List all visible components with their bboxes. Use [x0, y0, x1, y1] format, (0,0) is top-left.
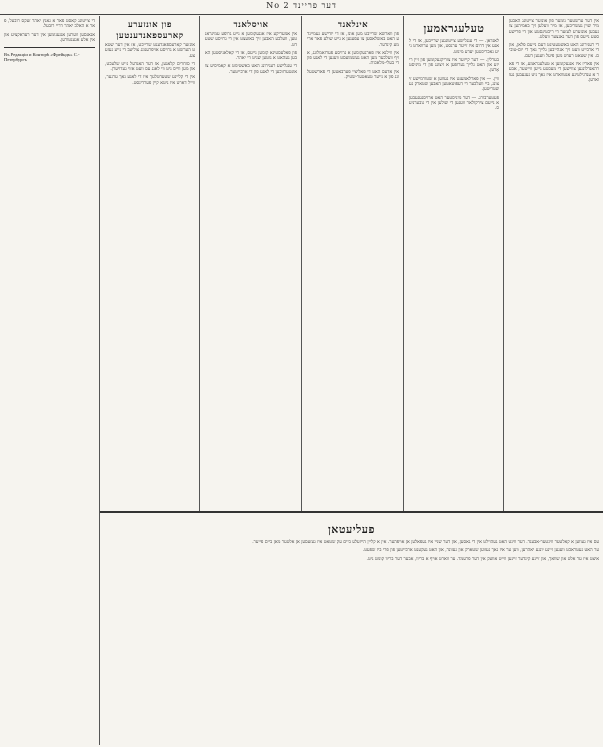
paragraph: די ענגלישע רעגירונג האט באשטימט א קאמיסיע צו אונטערזוכען די לאגע פון די ארבייטער. — [205, 64, 297, 75]
column-4 — [201, 16, 301, 511]
column-heading: אינלאנד — [337, 20, 369, 30]
paragraph: פעטערבורג. — דער מיניסטער האט ארויסגעגעבען א נייעם צירקולאר וועגען די שולען אין די גובערניעס. — [409, 95, 499, 112]
column-heading: טעלעגראמען — [423, 22, 485, 35]
column-2 — [405, 16, 503, 511]
column-3 — [303, 16, 403, 511]
paragraph: די צייטונג קאסט פאר א גאנץ יאהר זעקס רובעל, פאר א האלב יאהר דריי רובעל. — [4, 19, 95, 30]
column-6 — [0, 16, 99, 745]
column-divider — [403, 16, 404, 511]
paragraph: ער האט געטראכט וועגען זיינע יונגע יאהרען, ווען ער איז נאך געווען שטארק און געזונד, און האט געקענט ארבייטען פון פרי ביז שפעט. — [362, 548, 599, 554]
paragraph: בערלין. — דער קייזער איז צוריקגעקומען פון זיין רייזע און האט גלייך גערופען א זיצונג פון די מיניסטאָרען. — [409, 57, 499, 74]
latin-note: Въ Редакціи и Конторѣ «Фрейндъ» С.-Петербургъ — [4, 52, 80, 63]
masthead — [0, 0, 603, 15]
paragraph: אין ווילנא איז פארגעקומען א גרויסע פערזאמלונג, אויף וועלכער מען האט געשמועסט וועגען די לאגע פון די בעלי-מלאכות. — [307, 50, 399, 67]
feuilleton-heading: פעליעטאן — [328, 523, 375, 536]
column-divider — [301, 16, 302, 511]
paragraph: אין פאריז איז אנגעקומען א טעלעגראמע, אז די פארהאנדלונגען צווישען די מעכטע גייען ווייטער, אבער א ענדגילטיגע אנטווארט איז נאך ניט געגעבען געווארען. — [509, 62, 599, 83]
feuilleton-section — [100, 511, 603, 745]
paragraph: עס איז געווען א קאלטער ווינטער-אבענד. דער ווינט האט געהוילט אין די גאסען, און דער שניי איז געפאלען אן אויפהער. אין א קליין הייזעלע ביים עק שטאט איז געזעסען אן אלטער מאן ביים פייער. — [252, 540, 599, 545]
paragraph: אין די קליינע שטעדטלעך איז די לאגע נאך ערגער, ווייל דארט איז ניטא קיין פערדינסט. — [105, 75, 195, 86]
column-1 — [505, 16, 603, 511]
paragraph: אין אדעס האט די פאליציי פערבאטען די פארשטעלונג פון א נייער טעאטער-שטיק. — [307, 69, 399, 81]
section-divider — [4, 47, 95, 48]
paragraph: אנאנסען ווערען אנגענומען אין דער רעדאקציע און אין אלע אגענטורען. — [4, 32, 95, 43]
paragraph: ווין. — אין פארלאמענט איז געווען א שטורמישע זיצונג, ביי וועלכער די דעפוטאטען האבען שטארק געשטריטען. — [409, 76, 499, 93]
column-divider — [503, 16, 504, 511]
feuilleton-body — [100, 517, 603, 743]
paragraph: די רעגירונג האט באשטעטיגט דעם נייעם פלאן, און די ארבייט וועט זיך אנהייבען גלייך נאך די יום-טובים. אין שטאט רעדט מען פיעל וועגען דעם. — [509, 43, 599, 59]
paragraph: אין אמעריקע איז אנגעקומען א נייע גרופע עמיגראנטען, וועלכע האבען זיך באזעצט אין די גרויסע שטעדט. — [205, 32, 297, 48]
column-divider — [199, 16, 200, 511]
paragraph: איצט איז ער אלט און שוואך, און זיינע קינדער זיינען ווייט אוועק אין דער פרעמד. ער ווארט אויף א בריוו, אבער דער בריוו קומט ניט. — [366, 556, 599, 562]
paragraph: פון פאלעסטינא קומען נייעס, אז די קאלאניסטען האבען געהאט א גוטען שניט די יאהר. — [205, 50, 297, 62]
paragraph: אין דער ערשטער נומער פון אונזער צייטונג האבען מיר שוין געשריבען, אז מיר וועלען זיך באמיהען צו געבען אונזערע לעזער די ריכטיגסטע און די פרישעסטע נייעס פון דער גאנצער וועלט. — [509, 19, 599, 40]
masthead-title: דער פריינד No 2 — [266, 1, 337, 10]
paragraph: לאנדאן. — די ענגלישע צייטונגען שרייבען, אז די לאגע אין דרום איז זייער ערנסט, און מען ערווארט נייע נאכריכטען יעדע מינוט. — [409, 39, 499, 55]
column-heading: אויסלאנד — [233, 20, 269, 30]
column-heading: פון אונזערע קארעספאנדענטען — [116, 20, 184, 41]
paragraph: אונזער קארעספאנדענט שרייבט, אז אין דער שטאט הערשט א גרויסע אויפרעגונג צוליעב די נייע געזעצע. — [105, 43, 195, 59]
paragraph: פון ווארשא שרייבט מען אונז, אז די יודישע געמיינדע האט באשלאסען צו עפענען א נייע שולע פאר ארימע קינדער. — [307, 32, 399, 48]
paragraph: די סוחרים קלאגען, אז דער האנדעל גייט שלעכט, און מען ווייס ניט ווי לאנג עס וועט אזוי געדויערן. — [105, 61, 195, 73]
